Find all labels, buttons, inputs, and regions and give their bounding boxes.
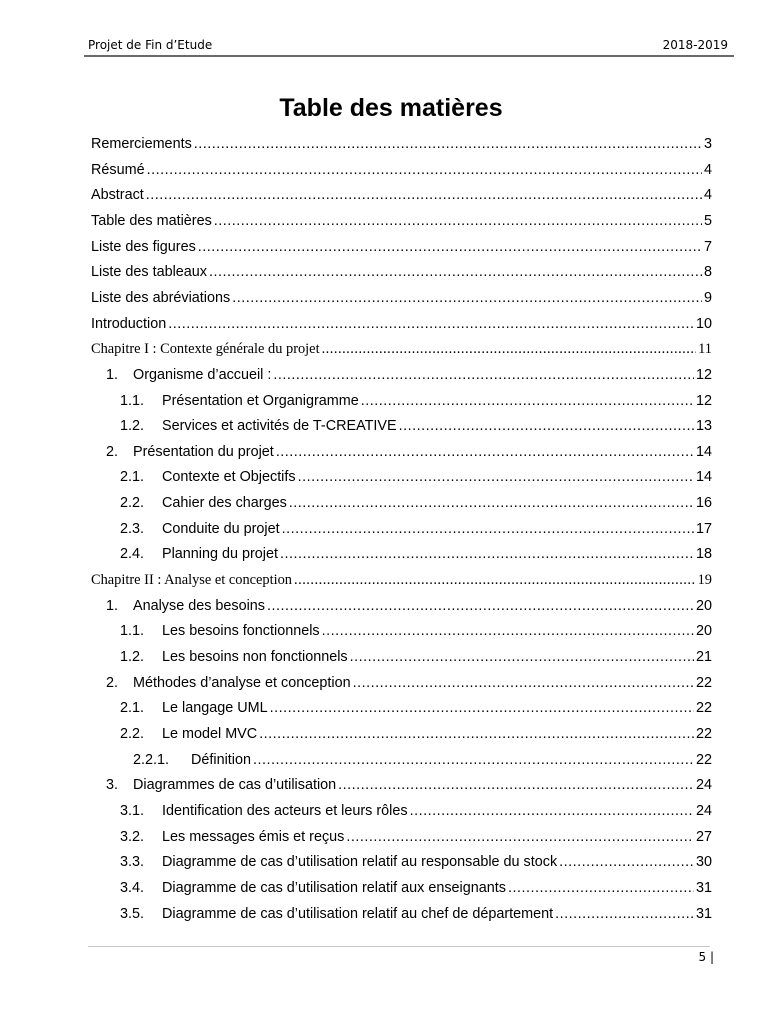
toc-dot-leader [214,213,702,229]
toc-entry-title: Présentation du projet [133,443,274,460]
toc-dot-leader [399,418,694,434]
toc-dot-leader [294,572,696,589]
toc-dot-leader [270,700,694,716]
toc-entry [91,341,712,363]
toc-entry-page: 11 [698,341,712,358]
toc-dot-leader [508,880,694,896]
toc-entry-page: 8 [703,264,712,281]
toc-entry-page: 4 [703,187,712,204]
toc-entry-title: Remerciements [91,136,192,152]
toc-dot-leader [198,239,702,255]
toc-entry-title: Méthodes d’analyse et conception [133,674,351,691]
toc-dot-leader [338,777,694,793]
toc-dot-leader [346,829,694,845]
toc-entry-page: 24 [695,777,712,794]
toc-entry [91,444,712,466]
toc-entry-page: 24 [695,802,712,819]
toc-entry [91,726,712,748]
toc-entry-page: 18 [695,546,712,563]
header-project-title: Projet de Fin d’Etude [88,38,213,52]
toc-entry-page: 27 [695,828,712,845]
toc-entry-page: 13 [695,418,712,435]
toc-entry-title: Liste des abréviations [91,289,231,306]
toc-entry-page: 20 [695,597,712,614]
toc-entry [91,829,712,851]
toc-entry-number: 2.4. [120,546,145,563]
toc-dot-leader [147,162,702,178]
toc-dot-leader [282,521,694,537]
toc-entry [91,752,712,774]
toc-entry-title: Diagramme de cas d’utilisation relatif au responsable du stock [162,854,558,871]
toc-entry-number: 1.1. [120,392,145,409]
toc-entry [91,136,712,158]
toc-entry-number: 2.3. [120,520,145,537]
toc-entry-title: Contexte et Objectifs [162,469,296,486]
toc-entry-title: Organisme d’accueil : [133,366,272,383]
header-rule [84,55,734,57]
toc-entry [91,623,712,645]
toc-entry-title: Liste des figures [91,238,196,255]
toc-entry-page: 12 [695,366,712,383]
toc-entry-page: 22 [695,725,712,742]
toc-dot-leader [322,623,694,639]
toc-entry-number: 2.2. [120,495,145,512]
page-title: Table des matières [279,94,503,122]
toc-entry-title: Identification des acteurs et leurs rôles [162,802,408,819]
toc-dot-leader [146,187,702,203]
toc-entry-title: Analyse des besoins [133,597,265,614]
footer-rule [88,946,710,947]
toc-entry [91,880,712,902]
toc-entry [91,367,712,389]
toc-dot-leader [253,752,694,768]
toc-entry [91,393,712,415]
toc-dot-leader [410,803,694,819]
toc-entry [91,598,712,620]
toc-entry [91,521,712,543]
toc-entry-number: 1.2. [120,418,145,435]
toc-entry-title: Les messages émis et reçus [162,828,345,845]
toc-dot-leader [350,649,694,665]
toc-dot-leader [168,316,694,332]
toc-entry-title: Le langage UML [162,700,268,717]
toc-entry-title: Conduite du projet [162,520,280,537]
toc-entry-title: Le model MVC [162,725,258,742]
toc-entry-page: 20 [695,623,712,640]
toc-entry-title: Abstract [91,187,144,204]
toc-entry-page: 22 [695,700,712,717]
toc-entry-page: 9 [703,289,712,306]
toc-entry [91,469,712,491]
toc-entry-page: 21 [695,649,712,665]
toc-entry-page: 10 [695,315,712,332]
toc-entry-number: 3.2. [120,828,145,845]
toc-entry-number: 2.1. [120,700,145,717]
toc-dot-leader [298,469,694,485]
toc-entry-title: Diagramme de cas d’utilisation relatif aux enseignants [162,879,506,896]
toc-entry-page: 22 [695,751,712,768]
toc-entry-number: 2.2.1. [133,751,170,768]
toc-entry [91,162,712,184]
toc-entry-page: 3 [703,136,712,152]
toc-entry-page: 5 [703,212,712,229]
toc-entry [91,546,712,568]
toc-dot-leader [276,444,694,460]
toc-entry [91,187,712,209]
toc-dot-leader [555,906,694,922]
toc-entry [91,675,712,697]
toc-dot-leader [280,546,694,562]
toc-entry [91,418,712,440]
toc-entry-title: Diagramme de cas d’utilisation relatif au chef de département [162,905,554,922]
toc-entry-page: 30 [695,854,712,871]
toc-entry-page: 16 [695,495,712,512]
toc-dot-leader [273,367,694,383]
toc-entry-page: 17 [695,520,712,537]
toc-entry [91,649,712,671]
toc-entry-page: 31 [695,905,712,922]
toc-entry-title: Liste des tableaux [91,264,208,281]
toc-entry-title: Cahier des charges [162,495,287,512]
toc-entry-number: 3.3. [120,854,145,871]
toc-entry [91,213,712,235]
toc-dot-leader [289,495,694,511]
toc-dot-leader [267,598,694,614]
toc-entry [91,777,712,799]
toc-entry-page: 14 [695,469,712,486]
toc-entry [91,239,712,261]
toc-dot-leader [209,264,702,280]
toc-entry-page: 12 [695,392,712,409]
toc-dot-leader [361,393,694,409]
toc-entry-number: 1. [106,597,119,614]
toc-entry-page: 14 [695,443,712,460]
toc-entry-page: 31 [695,879,712,896]
toc-entry [91,290,712,312]
toc-entry-number: 1.1. [120,623,145,640]
header-year: 2018-2019 [662,38,728,52]
toc-entry-page: 4 [703,161,712,178]
toc-entry-title: Définition [191,751,251,768]
toc-dot-leader [322,341,697,358]
toc-dot-leader [559,854,694,870]
toc-entry-page: 22 [695,674,712,691]
toc-entry-title: Diagrammes de cas d’utilisation [133,777,337,794]
toc-entry-title: Services et activités de T-CREATIVE [162,418,397,435]
page-header [88,36,728,56]
toc-entry [91,854,712,876]
toc-entry-number: 1. [106,366,119,383]
toc-entry [91,572,712,594]
toc-dot-leader [232,290,702,306]
toc-entry-number: 3.1. [120,802,145,819]
toc-entry-title: Chapitre II : Analyse et conception [91,572,293,589]
toc-entry-number: 3.4. [120,879,145,896]
toc-entry-title: Les besoins non fonctionnels [162,649,348,665]
toc-entry-number: 3.5. [120,905,145,922]
toc-entry-title: Présentation et Organigramme [162,392,359,409]
toc-entry-page: 19 [697,572,712,589]
toc-entry-title: Introduction [91,315,167,332]
toc-entry-title: Chapitre I : Contexte générale du projet [91,341,320,358]
toc-entry-number: 2.1. [120,469,145,486]
toc-dot-leader [353,675,694,691]
toc-entry-title: Table des matières [91,212,212,229]
toc-entry [91,906,712,928]
toc-entry [91,700,712,722]
toc-entry [91,495,712,517]
toc-entry-number: 2. [106,674,119,691]
toc-entry-title: Planning du projet [162,546,279,563]
toc-entry-number: 3. [106,777,119,794]
toc-entry-number: 2.2. [120,725,145,742]
toc-dot-leader [194,136,702,152]
toc-entry [91,803,712,825]
toc-entry-number: 2. [106,443,119,460]
toc-entry-page: 7 [703,238,712,255]
toc-entry-title: Les besoins fonctionnels [162,623,320,640]
toc-entry [91,316,712,338]
toc-entry-number: 1.2. [120,649,145,665]
toc-entry [91,264,712,286]
toc-entry-title: Résumé [91,161,145,178]
toc-dot-leader [259,726,694,742]
footer-page-number: 5 | [698,950,714,964]
